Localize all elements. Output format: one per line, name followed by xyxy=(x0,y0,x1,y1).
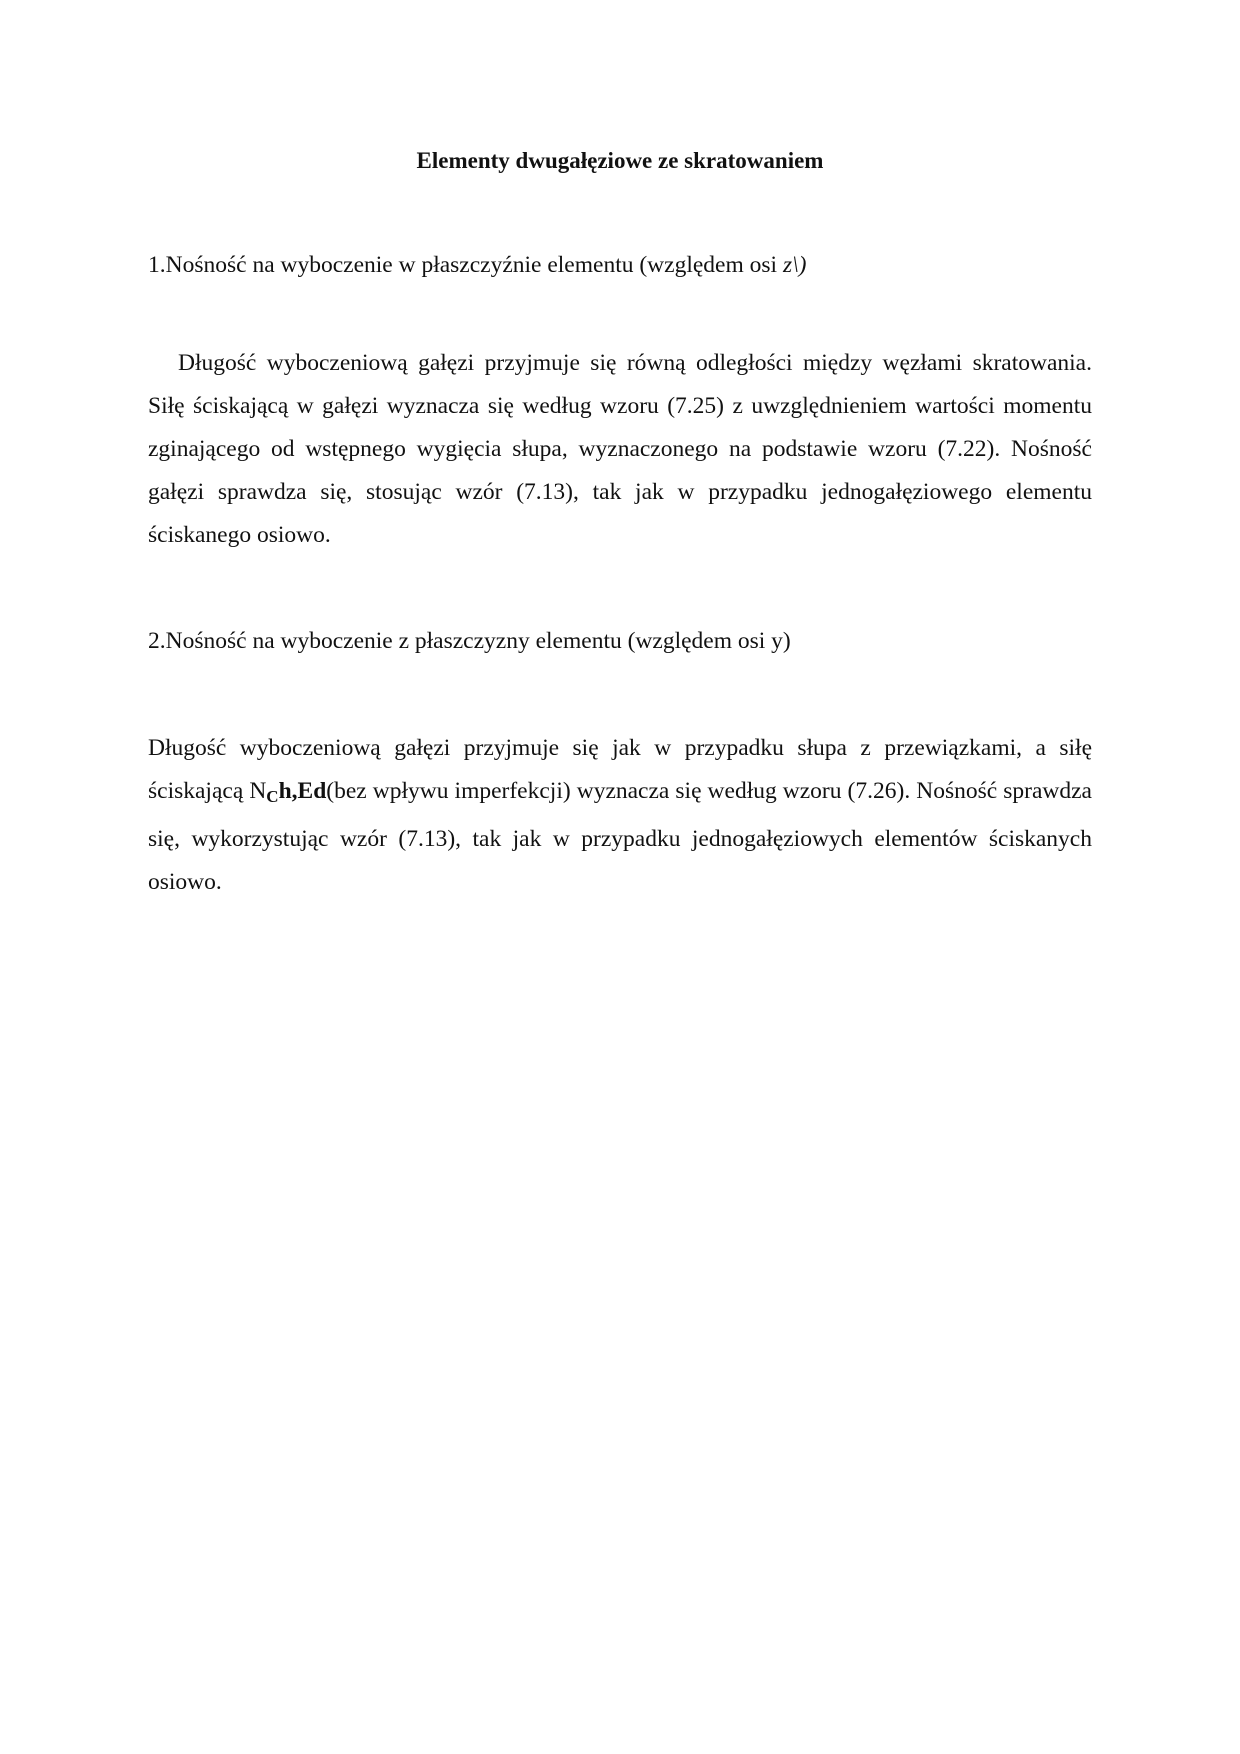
section-2-paragraph xyxy=(148,727,1092,904)
force-symbol-suffix: h,Ed xyxy=(278,778,327,804)
section-2-paragraph-start: Długość wyboczeniową gałęzi przyjmuje się jak w przypadku słupa z przewiązkami, a siłę ściskającą xyxy=(148,735,1092,804)
section-1-paragraph: Długość wyboczeniową gałęzi przyjmuje się równą odległości między węzłami skratowania. Siłę ściskającą w gałęzi wyznacza się według wzoru (7.25) z uwzględnieniem wartości momentu zginającego od wstępnego wygięcia słupa, wyznaczonego na podstawie wzoru (7.22). Nośność gałęzi sprawdza się, stosując wzór (7.13), tak jak w przypadku jednogałęziowego elementu ściskanego osiowo. xyxy=(148,350,1092,548)
section-1-heading xyxy=(148,250,806,280)
force-symbol-base: N xyxy=(249,778,267,804)
section-1-heading-axis: z\) xyxy=(782,252,807,278)
document-title: Elementy dwugałęziowe ze skratowaniem xyxy=(416,148,824,173)
section-1-heading-text: 1.Nośność na wyboczenie w płaszczyźnie elementu (względem osi xyxy=(148,252,783,278)
force-symbol xyxy=(249,778,326,804)
section-2-heading: 2.Nośność na wyboczenie z płaszczyzny elementu (względem osi y) xyxy=(148,628,791,654)
section-2-paragraph-end: (bez wpływu imperfekcji) wyznacza się według wzoru (7.26). Nośność sprawdza się, wykorzystując wzór (7.13), tak jak w przypadku jednogałęziowych elementów ściskanych osiowo. xyxy=(148,778,1092,895)
force-symbol-subscript: C xyxy=(266,787,279,806)
